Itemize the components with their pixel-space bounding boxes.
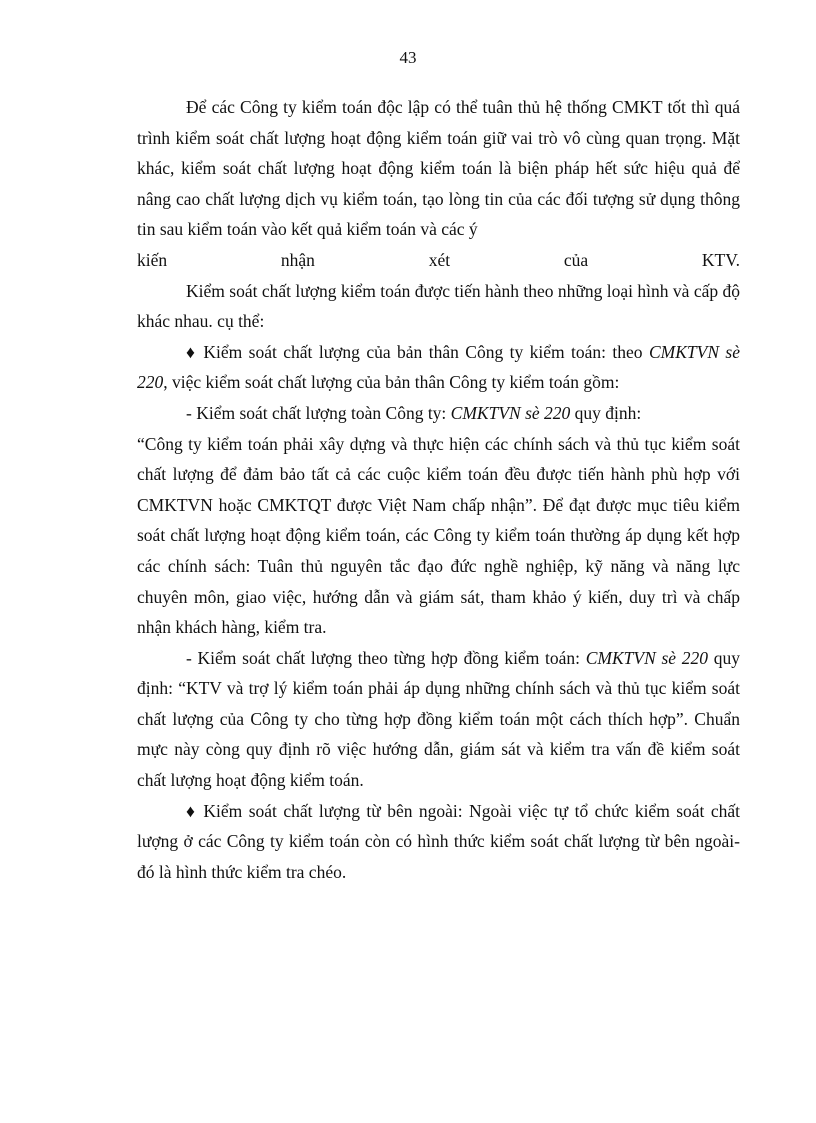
paragraph-external-control: ♦ Kiểm soát chất lượng từ bên ngoài: Ngoài việc tự tổ chức kiểm soát chất lượng ở các Công ty kiểm toán còn có hình thức kiểm soát chất lượng từ bên ngoài- đó là hình thức kiểm tra chéo.: [137, 800, 740, 882]
paragraph-intro-end: kiến nhận xét của KTV.: [137, 249, 740, 270]
paragraph-intro: Để các Công ty kiểm toán độc lập có thể tuân thủ hệ thống CMKT tốt thì quá trình kiểm soát chất lượng hoạt động kiểm toán giữ vai trò vô cùng quan trọng. Mặt khác, kiểm soát chất lượng hoạt động kiểm toán là biện pháp hết sức hiệu quả để nâng cao chất lượng dịch vụ kiểm toán, tạo lòng tin của các đối tượng sử dụng thông tin sau kiểm toán vào kết quả kiểm toán và các ý: [137, 97, 740, 240]
paragraph-own-control: [137, 337, 740, 398]
company-control-tail: quy định:: [570, 402, 642, 423]
paragraph-company-control: [137, 398, 740, 429]
paragraph-contract-control: [137, 643, 740, 796]
document-body: [137, 92, 740, 887]
standard-reference: CMKTVN sè 220: [585, 647, 709, 668]
own-control-tail: , việc kiểm soát chất lượng của bản thân Công ty kiểm toán gồm:: [163, 372, 620, 393]
standard-reference: CMKTVN sè 220: [137, 341, 740, 393]
standard-reference: CMKTVN sè 220: [450, 402, 571, 423]
company-control-lead: - Kiểm soát chất lượng toàn Công ty:: [186, 402, 451, 423]
contract-control-tail: quy định: “KTV và trợ lý kiểm toán phải áp dụng những chính sách và thủ tục kiểm soát chất lượng của Công ty cho từng hợp đồng kiểm toán một cách thích hợp”. Chuẩn mực này còng quy định rõ việc hướng dẫn, giám sát và kiểm tra vấn đề kiểm soát chất lượng hoạt động kiểm toán.: [137, 647, 740, 791]
paragraph-company-quote: “Công ty kiểm toán phải xây dựng và thực hiện các chính sách và thủ tục kiểm soát chất lượng để đảm bảo tất cả các cuộc kiểm toán đều được tiến hành phù hợp với CMKTVN hoặc CMKTQT được Việt Nam chấp nhận”. Để đạt được mục tiêu kiểm soát chất lượng hoạt động kiểm toán, các Công ty kiểm toán thường áp dụng kết hợp các chính sách: Tuân thủ nguyên tắc đạo đức nghề nghiệp, kỹ năng và năng lực chuyên môn, giao việc, hướng dẫn và giám sát, tham khảo ý kiến, duy trì và chấp nhận khách hàng, kiểm tra.: [137, 433, 740, 638]
page-number: 43: [399, 48, 417, 67]
paragraph-types: Kiểm soát chất lượng kiểm toán được tiến hành theo những loại hình và cấp độ khác nhau. cụ thể:: [137, 280, 740, 332]
contract-control-lead: - Kiểm soát chất lượng theo từng hợp đồng kiểm toán:: [186, 647, 586, 668]
own-control-lead: ♦ Kiểm soát chất lượng của bản thân Công ty kiểm toán: theo: [186, 341, 649, 362]
